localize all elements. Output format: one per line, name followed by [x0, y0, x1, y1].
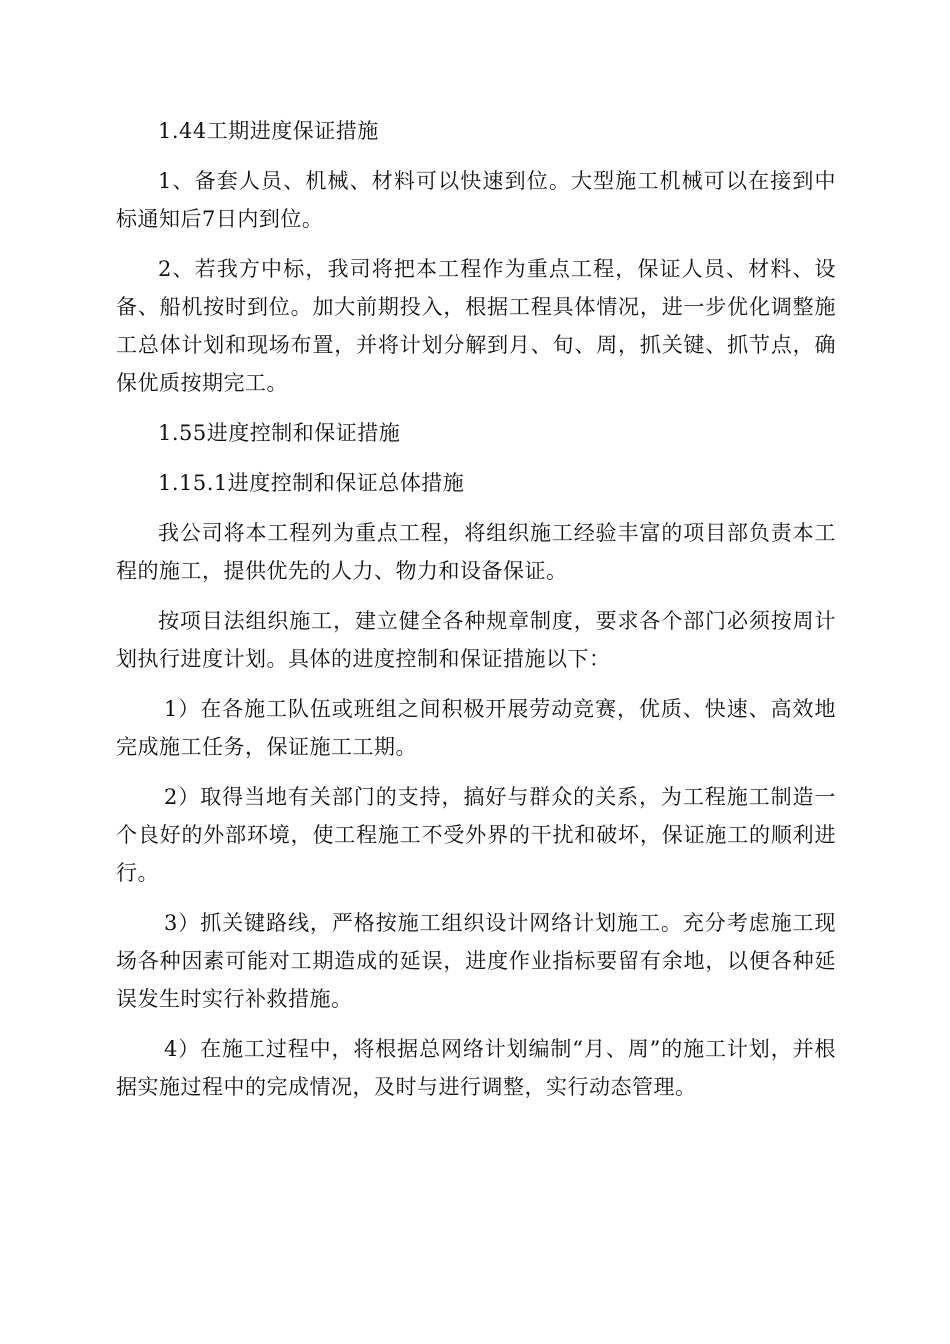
list-item-labor-competition: 1）在各施工队伍或班组之间积极开展劳动竞赛，优质、快速、高效地完成施工任务，保证施工工期。: [116, 697, 836, 759]
section-heading-progress-control: 1.55进度控制和保证措施: [158, 421, 401, 445]
list-item-dynamic-management: 4）在施工过程中，将根据总网络计划编制“月、周”的施工计划，并根据实施过程中的完成情况，及时与进行调整，实行动态管理。: [116, 1037, 836, 1099]
paragraph-project-method: 按项目法组织施工，建立健全各种规章制度，要求各个部门必须按周计划执行进度计划。具体的进度控制和保证措施以下：: [116, 609, 836, 671]
document-page: [116, 112, 836, 1118]
section-heading-schedule-guarantee: 1.44工期进度保证措施: [158, 119, 379, 143]
list-item-critical-path: 3）抓关键路线，严格按施工组织设计网络计划施工。充分考虑施工现场各种因素可能对工期造成的延误，进度作业指标要留有余地，以便各种延误发生时实行补救措施。: [116, 911, 836, 1011]
paragraph-resources-ready: 1、备套人员、机械、材料可以快速到位。大型施工机械可以在接到中标通知后7日内到位。: [116, 169, 836, 231]
list-item-local-support: 2）取得当地有关部门的支持，搞好与群众的关系，为工程施工制造一个良好的外部环境，使工程施工不受外界的干扰和破坏，保证施工的顺利进行。: [116, 785, 836, 885]
paragraph-company-priority: 我公司将本工程列为重点工程，将组织施工经验丰富的项目部负责本工程的施工，提供优先的人力、物力和设备保证。: [116, 521, 836, 583]
subsection-heading-overall-measures: 1.15.1进度控制和保证总体措施: [158, 471, 465, 495]
paragraph-key-project: 2、若我方中标，我司将把本工程作为重点工程，保证人员、材料、设备、船机按时到位。加大前期投入，根据工程具体情况，进一步优化调整施工总体计划和现场布置，并将计划分解到月、旬、周，抓关键、抓节点，确保优质按期完工。: [116, 257, 836, 395]
